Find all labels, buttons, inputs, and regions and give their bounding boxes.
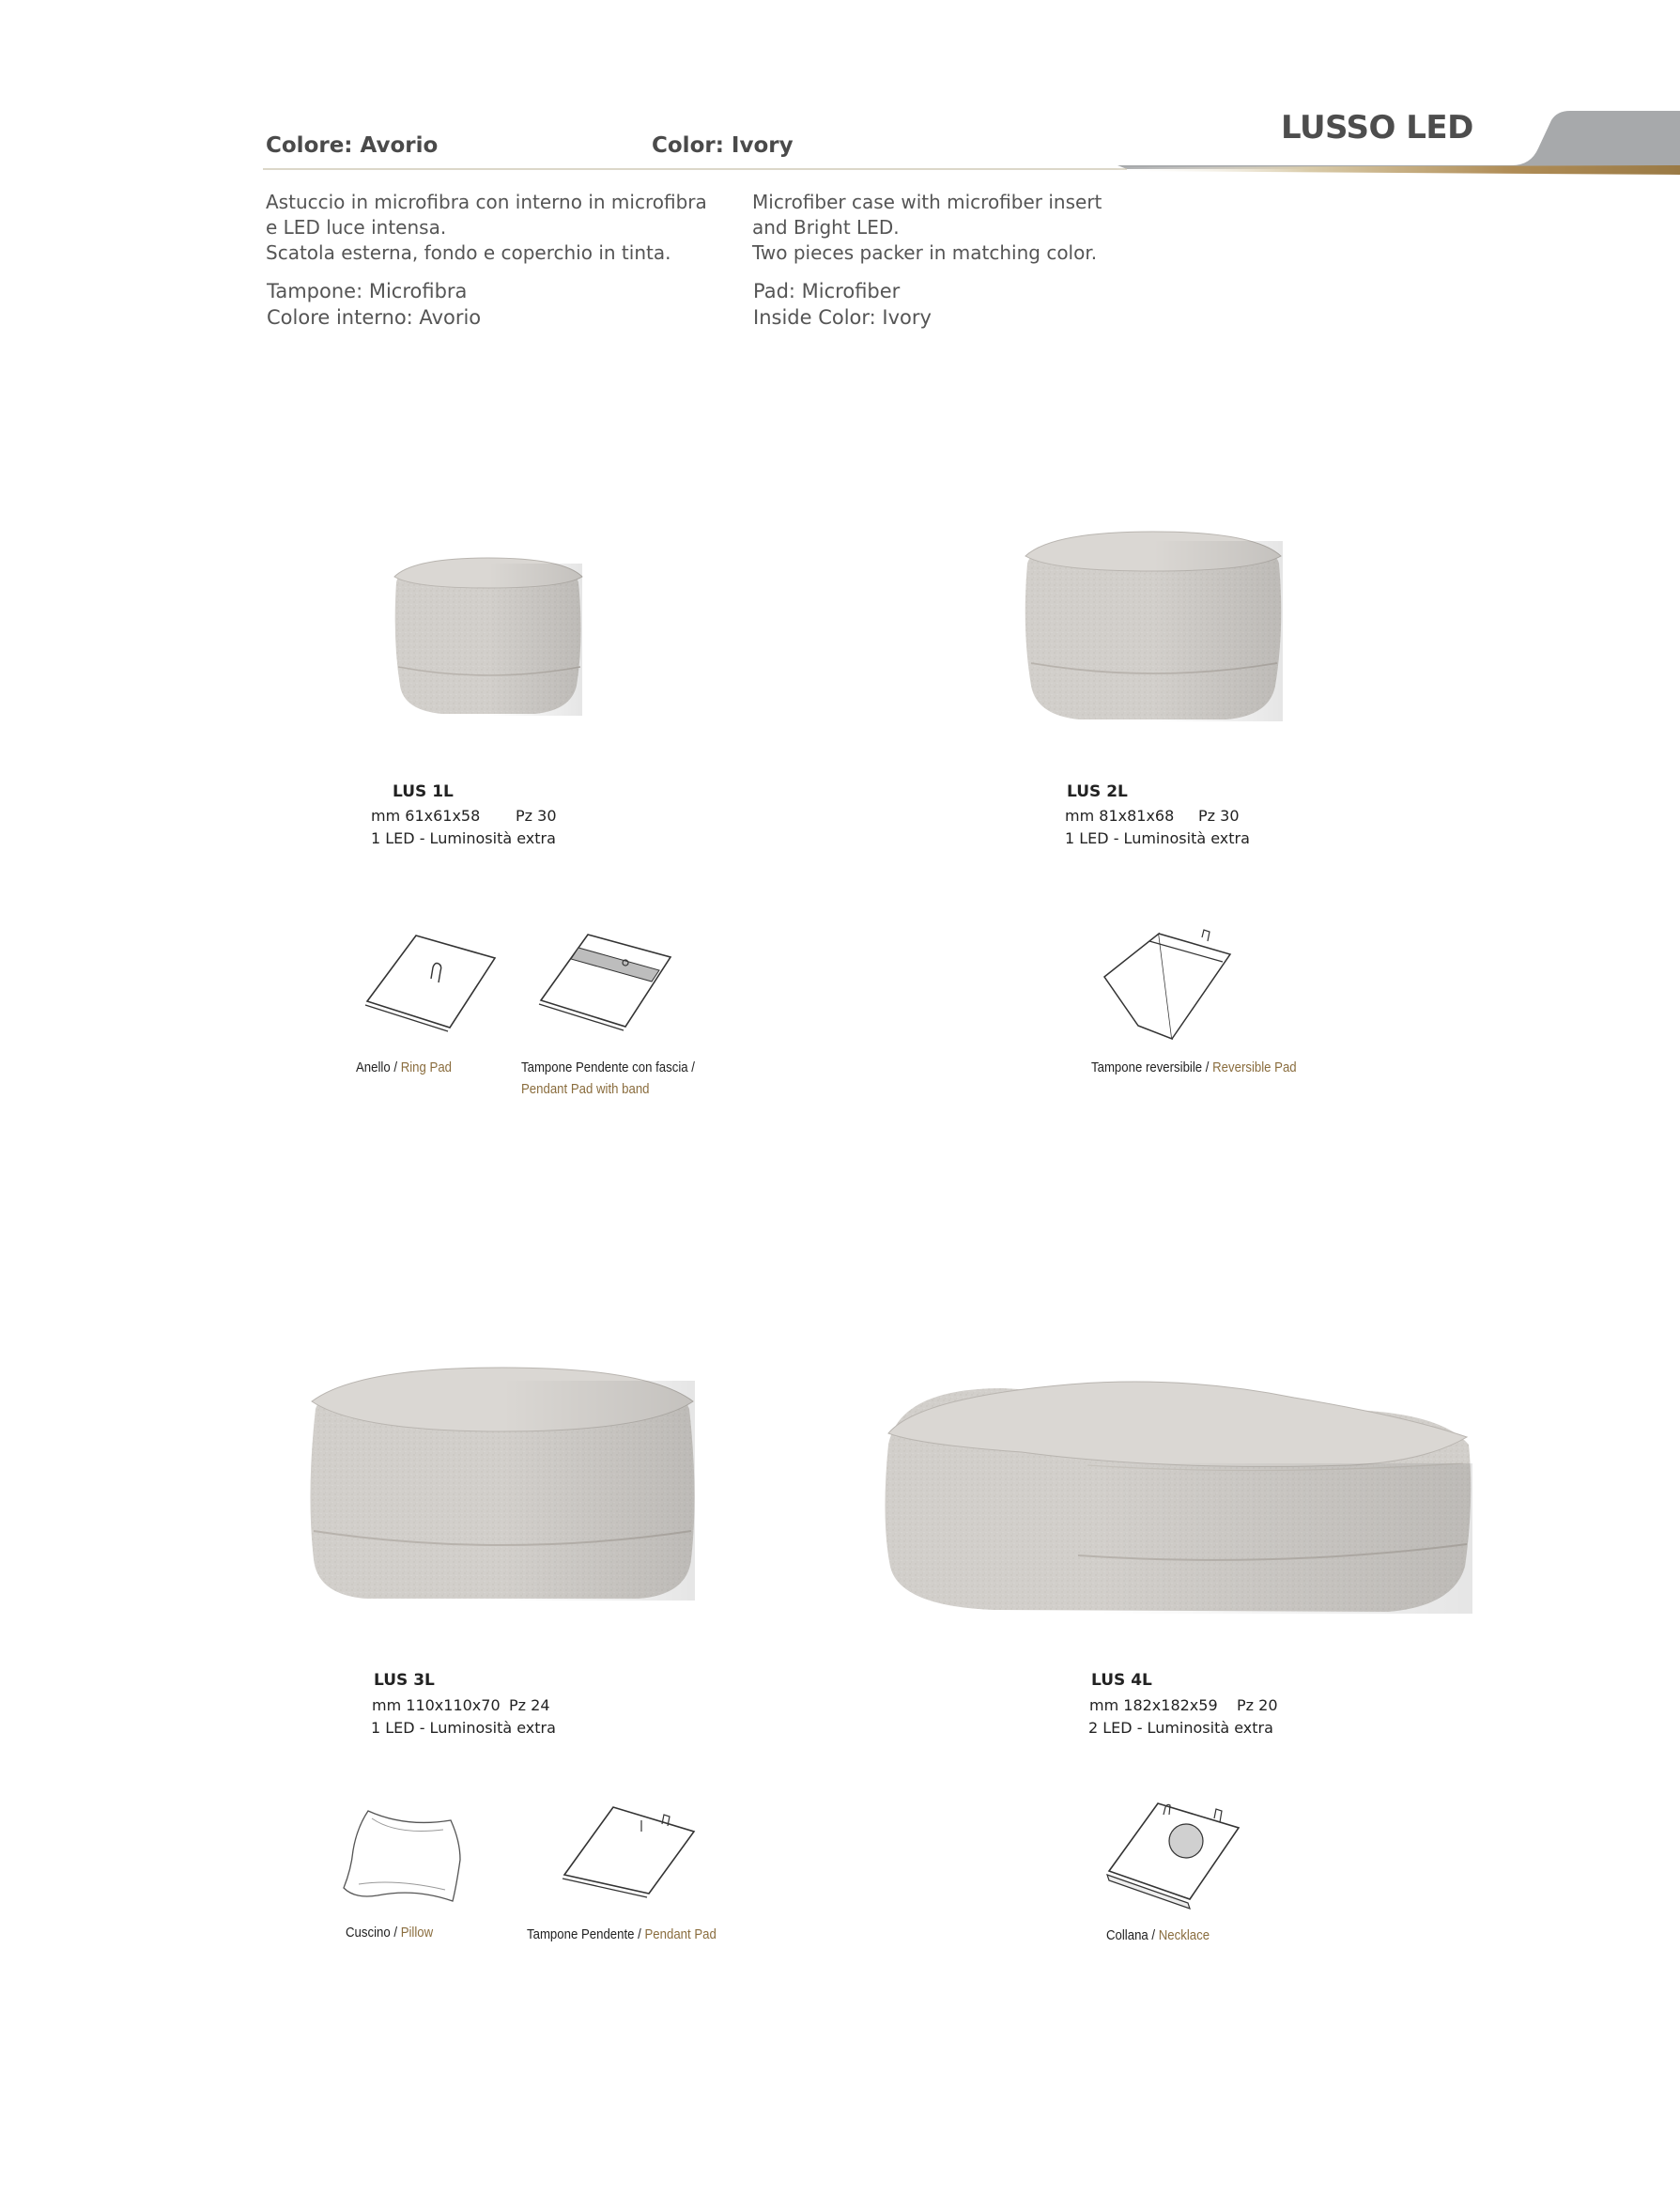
pad-material-en: Pad: Microfiber <box>753 280 901 302</box>
description-en-line: Microfiber case with microfiber insert <box>752 191 1102 213</box>
ring-pad-caption: Anello / Ring Pad <box>356 1059 453 1075</box>
description-it-line: Scatola esterna, fondo e coperchio in tinta. <box>266 241 671 264</box>
reversible-pad-icon <box>1099 928 1240 1043</box>
product-pieces: Pz 20 <box>1237 1696 1278 1714</box>
header-rule <box>263 163 1680 180</box>
product-pieces: Pz 24 <box>509 1696 550 1714</box>
product-code: LUS 3L <box>374 1671 435 1690</box>
pendant-pad-caption: Tampone Pendente / Pendant Pad <box>527 1926 717 1942</box>
product-code: LUS 4L <box>1091 1671 1152 1690</box>
product-pieces: Pz 30 <box>516 807 557 825</box>
product-dimensions: mm 61x61x58 Pz 30 <box>371 807 557 825</box>
product-image-lus-1l <box>385 545 593 721</box>
pillow-caption: Cuscino / Pillow <box>346 1925 434 1941</box>
specs-it <box>267 278 481 331</box>
description-it-line: e LED luce intensa. <box>266 216 447 239</box>
description-it-line: Astuccio in microfibra con interno in microfibra <box>266 191 707 213</box>
ring-pad-icon <box>362 930 502 1033</box>
inside-color-it: Colore interno: Avorio <box>267 306 482 329</box>
pendant-pad-icon <box>559 1796 700 1899</box>
specs-en <box>753 278 932 331</box>
product-led: 1 LED - Luminosità extra <box>371 829 556 847</box>
pillow-icon <box>340 1803 471 1907</box>
product-pieces: Pz 30 <box>1198 807 1240 825</box>
pad-material-it: Tampone: Microfibra <box>267 280 468 302</box>
description-en-line: and Bright LED. <box>752 216 900 239</box>
product-led: 1 LED - Luminosità extra <box>1065 829 1250 847</box>
necklace-pad-icon <box>1103 1796 1244 1916</box>
product-image-lus-2l <box>1014 517 1292 731</box>
brand-title: LUSSO LED <box>1281 109 1473 147</box>
product-image-lus-4l <box>881 1360 1478 1623</box>
color-label-it: Colore: Avorio <box>266 133 439 158</box>
description-en-line: Two pieces packer in matching color. <box>752 241 1098 264</box>
necklace-caption: Collana / Necklace <box>1106 1927 1210 1943</box>
product-led: 1 LED - Luminosità extra <box>371 1719 556 1737</box>
pendant-pad-band-icon <box>535 925 676 1033</box>
product-code: LUS 2L <box>1067 782 1128 801</box>
product-image-lus-3l <box>301 1353 704 1616</box>
product-dimensions: mm 110x110x70 Pz 24 <box>372 1696 550 1714</box>
pendant-pad-band-caption-en: Pendant Pad with band <box>521 1081 650 1097</box>
product-dimensions: mm 182x182x59 Pz 20 <box>1089 1696 1278 1714</box>
pendant-pad-band-caption: Tampone Pendente con fascia / <box>521 1059 695 1075</box>
product-dimensions: mm 81x81x68 Pz 30 <box>1065 807 1240 825</box>
inside-color-en: Inside Color: Ivory <box>753 306 932 329</box>
description-it <box>266 190 707 266</box>
reversible-pad-caption: Tampone reversibile / Reversible Pad <box>1091 1059 1297 1075</box>
description-en <box>752 190 1102 266</box>
color-label-en: Color: Ivory <box>652 133 794 158</box>
product-code: LUS 1L <box>393 782 454 801</box>
product-led: 2 LED - Luminosità extra <box>1088 1719 1273 1737</box>
